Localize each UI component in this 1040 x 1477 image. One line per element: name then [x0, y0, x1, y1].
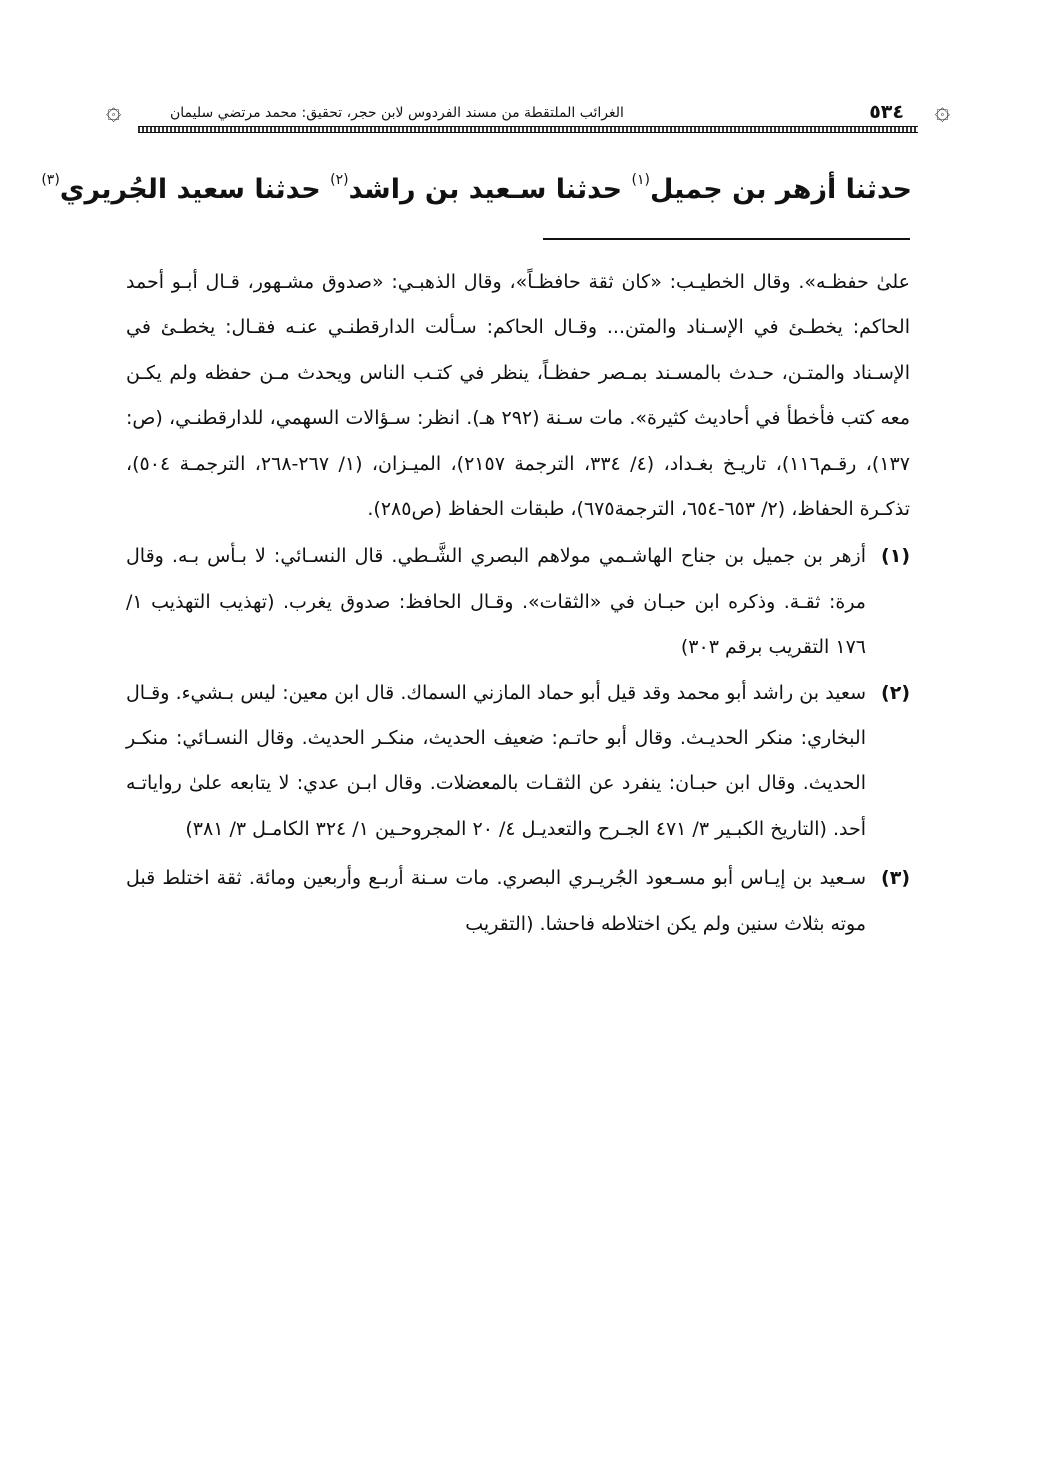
footnote-ref-2: (٢) [330, 172, 349, 188]
footnote-text: سعيد بن راشد أبو محمد وقد قيل أبو حماد المازني السماك. قال ابن معين: ليس بـشيء. وقـال البخاري: منكر الحديـث. وقال أبو حاتـم: ضعيف الحديث، منكـر الحديث. وقال النسـائي: منكـر الحديث. وقال ابن حبـان: ينفرد عن الثقـات بالمعضلات. وقال ابـن عدي: لا يتابعه علىٰ رواياتـه أحد. (التاريخ الكبـير ٣/ ٤٧١ الجـرح والتعديـل ٤/ ٢٠ المجروحـين ١/ ٣٢٤ الكامـل ٣/ ٣٨١) [126, 681, 866, 840]
running-title: الغرائب الملتقطة من مسند الفردوس لابن حجر، تحقيق: محمد مرتضي سليمان [170, 105, 624, 121]
main-text-part-1: حدثنا أزهر بن جميل [650, 174, 912, 205]
main-text-part-2: حدثنا سـعيد بن راشد [348, 174, 632, 205]
header-rule [138, 126, 918, 133]
footnote-separator [543, 238, 910, 240]
footnote-1 [126, 534, 910, 670]
running-header [106, 94, 950, 134]
footnote-text: سـعيد بن إيـاس أبو مسـعود الجُريـري البصري. مات سـنة أربـع وأربعين ومائة. ثقة اختلط قبل موته بثلاث سنين ولم يكن اختلاطه فاحشا. (التقريب [126, 867, 866, 935]
ornament-right-icon: ۞ [934, 96, 950, 126]
ornament-left-icon: ۞ [106, 96, 122, 126]
footnote-number: (٢) [881, 681, 910, 704]
footnote-number: (١) [881, 545, 910, 568]
footnote-ref-3: (٣) [41, 172, 60, 188]
footnotes [126, 260, 910, 947]
footnote-3 [126, 856, 910, 947]
main-text-part-3: حدثنا سعيد الجُريري [59, 174, 331, 205]
footnote-ref-1: (١) [631, 172, 651, 188]
footnote-continuation: علىٰ حفظـه». وقال الخطيـب: «كان ثقة حافظـاً»، وقال الذهبـي: «صدوق مشـهور، قـال أبـو أحمد الحاكم: يخطـئ في الإسـناد والمتن... وقـال الحاكم: سـألت الدارقطنـي عنـه فقـال: يخطـئ في الإسـناد والمتـن، حـدث بالمسـند بمـصر حفظـاً، ينظر في كتـب الناس ويحدث مـن حفظه ولم يكـن معه كتب فأخطأ في أحاديث كثيرة». مات سـنة (٢٩٢ هـ). انظر: سـؤالات السهمي، للدارقطنـي، (ص: ١٣٧)، رقـم١١٦)، تاريـخ بغـداد، (٤/ ٣٣٤، الترجمة ٢١٥٧)، الميـزان، (١/ ٢٦٧-٢٦٨، الترجمـة ٥٠٤)، تذكـرة الحفاظ، (٢/ ٦٥٣-٦٥٤، الترجمة٦٧٥)، طبقات الحفاظ (ص٢٨٥). [126, 271, 911, 521]
main-text [41, 150, 912, 220]
footnote-2 [126, 671, 910, 853]
page-number: ٥٣٤ [869, 101, 904, 123]
footnote-text: أزهر بن جميل بن جناح الهاشـمي مولاهم البصري الشَّـطي. قال النسـائي: لا بـأس بـه. وقال مرة: ثقـة. وذكره ابن حبـان في «الثقات». وقـال الحافظ: صدوق يغرب. (تهذيب التهذيب ١/ ١٧٦ التقريب برقم ٣٠٣) [126, 545, 866, 659]
footnote-number: (٣) [881, 867, 910, 890]
